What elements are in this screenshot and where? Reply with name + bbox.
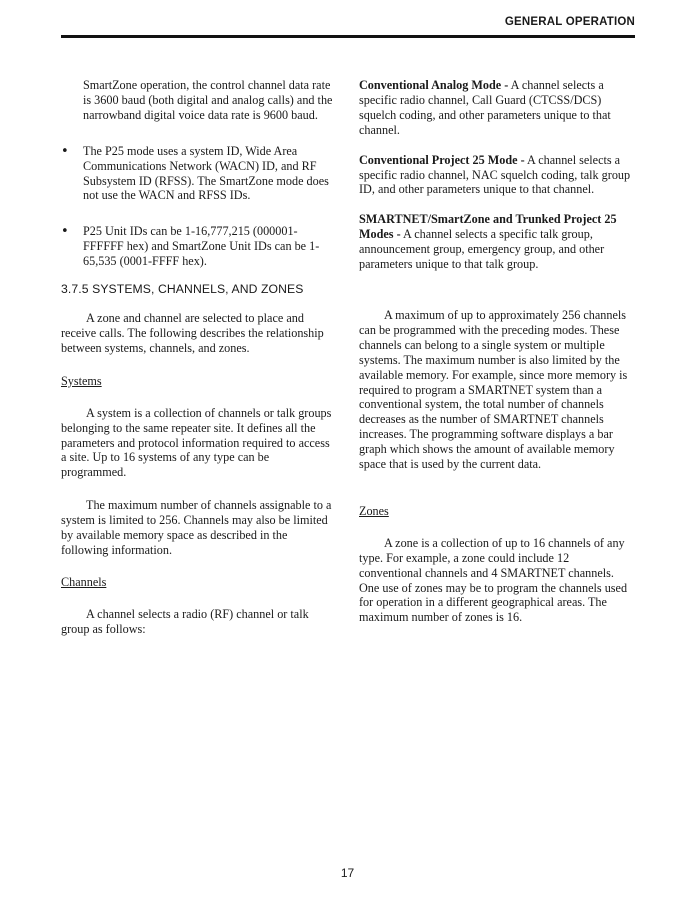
paragraph-channel-selects: A channel selects a radio (RF) channel or talk group as follows:	[61, 606, 309, 636]
bullet-p25-system-id	[61, 144, 337, 204]
mode-title: SMARTNET/SmartZone and Trunked Project 25 Modes -	[359, 212, 617, 242]
mode-text: A channel selects a specific radio channel, NAC squelch coding, talk group ID, and other parameters unique to that channel.	[359, 152, 631, 197]
subheading-channels: Channels	[61, 574, 107, 589]
paragraph-zone-definition: A zone is a collection of up to 16 channels of any type. For example, a zone could include 12 conventional channels and 4 SMARTNET channels. One use of zones may be to program the channels used for operation in a different geographical areas. The maximum number of zones is 16.	[359, 535, 628, 625]
left-column	[61, 78, 337, 637]
subheading-systems: Systems	[61, 373, 102, 388]
paragraph-zone-channel-intro: A zone and channel are selected to place and receive calls. The following describes the relationship between systems, channels, and zones.	[61, 311, 324, 355]
subheading-zones: Zones	[359, 503, 389, 518]
mode-title: Conventional Project 25 Mode -	[359, 152, 525, 167]
mode-smartnet-trunked	[359, 212, 635, 272]
bullet-icon: •	[61, 224, 69, 240]
section-heading: 3.7.5 SYSTEMS, CHANNELS, AND ZONES	[61, 282, 304, 297]
bullet-icon: •	[61, 143, 69, 159]
mode-text: A channel selects a specific talk group, announcement group, emergency group, and other parameters unique to that talk group.	[359, 227, 605, 272]
mode-text: A channel selects a specific radio channel, Call Guard (CTCSS/DCS) squelch coding, and other parameters unique to that channel.	[359, 78, 611, 137]
paragraph-max-channels: The maximum number of channels assignable to a system is limited to 256. Channels may also be limited by available memory space as described in the following information.	[61, 498, 332, 557]
mode-conventional-analog	[359, 78, 635, 138]
paragraph-smartzone-rate: SmartZone operation, the control channel data rate is 3600 baud (both digital and analog calls) and the narrowband digital voice data rate is 9600 baud.	[83, 78, 333, 122]
page-number: 17	[340, 866, 355, 880]
mode-conventional-p25	[359, 153, 635, 198]
paragraph-system-definition: A system is a collection of channels or talk groups belonging to the same repeater site. It defines all the parameters and protocol information required to access a site. Up to 16 systems of any type can be programmed.	[61, 405, 332, 480]
bullet-unit-ids	[61, 224, 337, 269]
mode-title: Conventional Analog Mode -	[359, 78, 509, 92]
header-rule	[61, 35, 635, 38]
header-title: GENERAL OPERATION	[504, 16, 635, 28]
bullet-text: P25 Unit IDs can be 1-16,777,215 (000001-FFFFFF hex) and SmartZone Unit IDs can be 1-65,535 (0001-FFFF hex).	[83, 224, 320, 269]
bullet-text: The P25 mode uses a system ID, Wide Area Communications Network (WACN) ID, and RF Subsystem ID (RFSS). The SmartZone mode does not use the WACN and RFSS IDs.	[83, 143, 329, 203]
paragraph-max-256-channels: A maximum of up to approximately 256 channels can be programmed with the preceding modes. These channels can belong to a single system or multiple systems. The maximum number is also limited by the available memory. For example, since more memory is required to program a SMARTNET system than a conventional system, the total number of channels decreases as the number of SMARTNET channels increases. The programming software displays a bar graph which shows the amount of available memory space that is used by the current data.	[359, 307, 628, 472]
right-column	[359, 78, 635, 625]
